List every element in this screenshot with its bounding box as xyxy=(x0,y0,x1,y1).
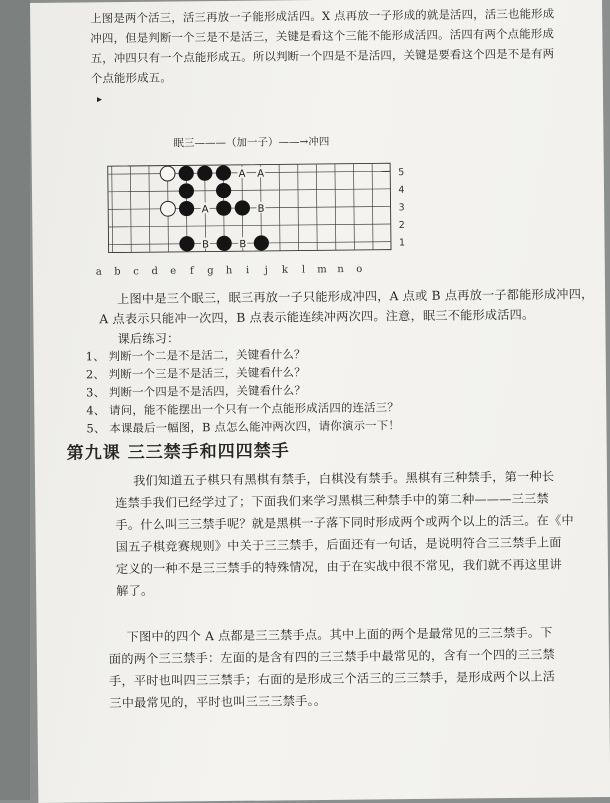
final-line: 下图中的四个 A 点都是三三禁手点。其中上面的两个是最常见的三三禁手。下 xyxy=(126,625,553,645)
stray-mark: ▸ xyxy=(96,94,103,106)
exercise-item: 5、 本课最后一幅图，B 点怎么能冲两次四，请你演示一下！ xyxy=(86,418,400,436)
white-stone xyxy=(161,201,176,216)
board-labels xyxy=(95,165,406,278)
column-letter: g xyxy=(207,265,214,277)
black-stone xyxy=(216,165,231,180)
black-stone xyxy=(254,235,269,250)
column-letter: b xyxy=(114,266,121,278)
row-number: 3 xyxy=(398,202,405,214)
grid-line xyxy=(109,242,391,245)
lesson-line: 我们知道五子棋只有黑棋有禁手，白棋没有禁手。黑棋有三种禁手，第一种长 xyxy=(132,469,555,488)
row-number: 1 xyxy=(398,237,406,249)
exercise-item: 2、 判断一个三是不是活三，关键看什么？ xyxy=(85,365,306,382)
white-stone xyxy=(160,166,175,181)
point-label: A xyxy=(201,204,209,216)
column-letter: m xyxy=(317,264,327,276)
book-page xyxy=(30,0,610,803)
column-letter: i xyxy=(245,265,250,277)
row-number: 5 xyxy=(398,167,405,179)
point-label: B xyxy=(202,239,210,251)
diagram-title: 眠三———（加一子）——→冲四 xyxy=(173,135,330,150)
column-letter: h xyxy=(225,265,233,277)
exercise-item: 3、 判断一个四是不是活四，关键看什么？ xyxy=(86,383,307,400)
column-letter: c xyxy=(133,266,139,278)
grid-line xyxy=(108,171,390,174)
intro-line: 上图是两个活三，活三再放一子能形成活四。X 点再放一子形成的就是活四，活三也能形成 xyxy=(90,6,555,26)
black-stone xyxy=(216,200,231,215)
after-line: 上图中是三个眠三，眠三再放一子只能形成冲四，A 点或 B 点再放一子都能形成冲四， xyxy=(117,287,594,307)
point-label: A xyxy=(238,168,246,180)
intro-line: 个点能形成五。 xyxy=(90,70,173,86)
black-stone xyxy=(197,165,212,180)
column-letter: n xyxy=(337,264,344,276)
after-line: A 点表示只能冲一次四，B 点表示能连续冲两次四。注意，眠三不能形成活四。 xyxy=(99,307,535,327)
column-letter: a xyxy=(95,266,102,278)
final-line: 手，平时也叫四三三禁手；右面的是形成三个活三的三三禁手，是形成两个以上活 xyxy=(109,669,556,689)
point-label: A xyxy=(257,168,265,180)
black-stone xyxy=(179,183,194,198)
column-letter: l xyxy=(301,264,306,276)
column-letter: d xyxy=(151,266,158,278)
row-number: 2 xyxy=(398,219,405,231)
column-letter: o xyxy=(356,263,363,275)
gomoku-board-diagram xyxy=(95,149,429,278)
lesson-line: 解了。 xyxy=(116,583,154,599)
point-label: B xyxy=(257,203,265,215)
final-line: 三中最常见的，平时也叫三三三禁手。。 xyxy=(109,693,327,711)
column-letter: f xyxy=(189,265,194,277)
black-stone xyxy=(179,166,194,181)
intro-paragraph xyxy=(30,0,602,86)
row-number: 4 xyxy=(398,184,405,196)
grid-line xyxy=(108,224,390,227)
final-line: 面的两个三三禁手：左面的是含有四的三三禁手中最常见的，含有一个四的三三禁 xyxy=(108,647,555,667)
lesson-line: 国五子棋竞赛规则》中关于三三禁手，后面还有一句话，是说明符合三三禁手上面 xyxy=(115,535,562,555)
lesson-line: 连禁手我们已经学过了；下面我们来学习黑棋三种禁手中的第二种———三三禁 xyxy=(115,491,549,511)
lesson-heading: 第九课 三三禁手和四四禁手 xyxy=(66,441,290,464)
intro-line: 五，冲四只有一个点能形成五。所以判断一个四是不是活四，关键是要看这个四是不是有两 xyxy=(90,46,555,66)
black-stone xyxy=(179,236,194,251)
exercise-title: 课后练习： xyxy=(117,331,180,347)
column-letter: j xyxy=(264,264,268,276)
exercise-item: 4、 请问，能不能摆出一个只有一个点能形成活四的连活三？ xyxy=(86,400,399,418)
exercise-item: 1、 判断一个二是不是活二，关键看什么？ xyxy=(85,347,306,364)
background-edge xyxy=(0,0,30,800)
lesson-line: 手。什么叫三三禁手呢？就是黑棋一子落下同时形成两个或两个以上的活三。在《中 xyxy=(115,513,574,533)
column-letter: e xyxy=(170,265,177,277)
grid-line xyxy=(108,189,390,192)
column-letter: k xyxy=(281,264,288,276)
lesson-line: 定义的一种不是三三禁手的特殊情况，由于在实战中很不常见，我们就不再这里讲 xyxy=(115,557,562,577)
black-stone xyxy=(179,201,194,216)
black-stone xyxy=(235,200,250,215)
point-label: B xyxy=(239,239,247,251)
black-stone xyxy=(216,183,231,198)
intro-line: 冲四，但是判断一个三是不是活三，关键是看这个三能不能形成活四。活四有两个点能形成 xyxy=(90,26,555,46)
black-stone xyxy=(216,236,231,251)
